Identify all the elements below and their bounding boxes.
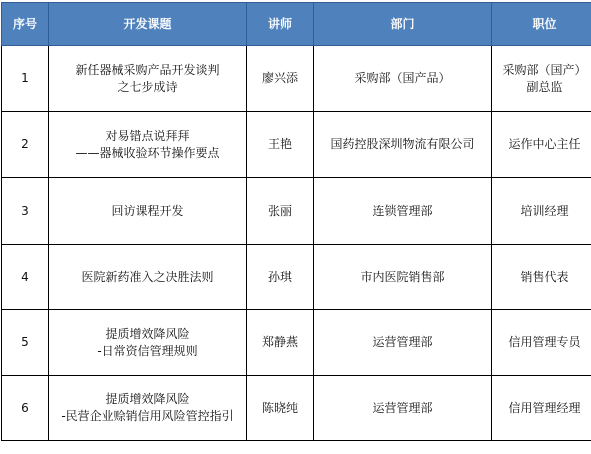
cell-position bbox=[492, 46, 591, 112]
cell-dept: 国药控股深圳物流有限公司 bbox=[314, 112, 492, 178]
cell-position bbox=[492, 112, 591, 178]
topic-line: 对易错点说拜拜 bbox=[105, 128, 190, 143]
cell-topic bbox=[49, 376, 247, 441]
cell-no: 5 bbox=[2, 310, 49, 376]
cell-position bbox=[492, 178, 591, 245]
header-row bbox=[2, 3, 591, 46]
cell-lecturer: 孙琪 bbox=[247, 245, 314, 310]
cell-dept: 采购部（国产品） bbox=[314, 46, 492, 112]
table-row bbox=[2, 376, 591, 441]
topic-line: 提质增效降风险 bbox=[105, 326, 190, 341]
cell-position bbox=[492, 310, 591, 376]
cell-dept: 市内医院销售部 bbox=[314, 245, 492, 310]
position-line: 副总监 bbox=[526, 79, 563, 94]
header-lecturer: 讲师 bbox=[247, 3, 314, 46]
cell-topic bbox=[49, 46, 247, 112]
topic-line: 提质增效降风险 bbox=[105, 392, 190, 406]
cell-lecturer: 王艳 bbox=[247, 112, 314, 178]
cell-position bbox=[492, 376, 591, 441]
cell-no: 3 bbox=[2, 178, 49, 245]
cell-topic bbox=[49, 245, 247, 310]
topic-line: 回访课程开发 bbox=[111, 203, 184, 218]
table-row bbox=[2, 245, 591, 310]
topic-line: 医院新药准入之决胜法则 bbox=[81, 269, 214, 284]
topic-line: -日常资信管理规则 bbox=[97, 343, 198, 358]
position-line: 采购部（国产） bbox=[502, 62, 587, 77]
cell-topic bbox=[49, 178, 247, 245]
cell-dept: 运营管理部 bbox=[314, 310, 492, 376]
header-topic: 开发课题 bbox=[49, 3, 247, 46]
cell-dept: 连锁管理部 bbox=[314, 178, 492, 245]
table-row bbox=[2, 310, 591, 376]
position-line: 信用管理专员 bbox=[508, 335, 581, 349]
table-row bbox=[2, 112, 591, 178]
cell-lecturer: 陈晓纯 bbox=[247, 376, 314, 441]
topic-line: -民营企业赊销信用风险管控指引 bbox=[61, 409, 234, 423]
cell-no: 2 bbox=[2, 112, 49, 178]
header-position: 职位 bbox=[492, 3, 591, 46]
cell-lecturer: 廖兴添 bbox=[247, 46, 314, 112]
header-no: 序号 bbox=[2, 3, 49, 46]
cell-position bbox=[492, 245, 591, 310]
cell-topic bbox=[49, 112, 247, 178]
topic-line: 之七步成诗 bbox=[117, 79, 178, 94]
cell-topic bbox=[49, 310, 247, 376]
cell-dept: 运营管理部 bbox=[314, 376, 492, 441]
cell-no: 4 bbox=[2, 245, 49, 310]
position-line: 培训经理 bbox=[520, 203, 569, 218]
cell-no: 1 bbox=[2, 46, 49, 112]
position-line: 信用管理经理 bbox=[508, 400, 581, 415]
topic-line: 新任器械采购产品开发谈判 bbox=[75, 62, 220, 77]
cell-lecturer: 郑静燕 bbox=[247, 310, 314, 376]
course-table bbox=[1, 2, 591, 441]
position-line: 运作中心主任 bbox=[508, 137, 581, 151]
cell-lecturer: 张丽 bbox=[247, 178, 314, 245]
header-dept: 部门 bbox=[314, 3, 492, 46]
topic-line: ——器械收验环节操作要点 bbox=[75, 145, 220, 160]
table-row bbox=[2, 178, 591, 245]
cell-no: 6 bbox=[2, 376, 49, 441]
position-line: 销售代表 bbox=[520, 269, 569, 284]
table-row bbox=[2, 46, 591, 112]
